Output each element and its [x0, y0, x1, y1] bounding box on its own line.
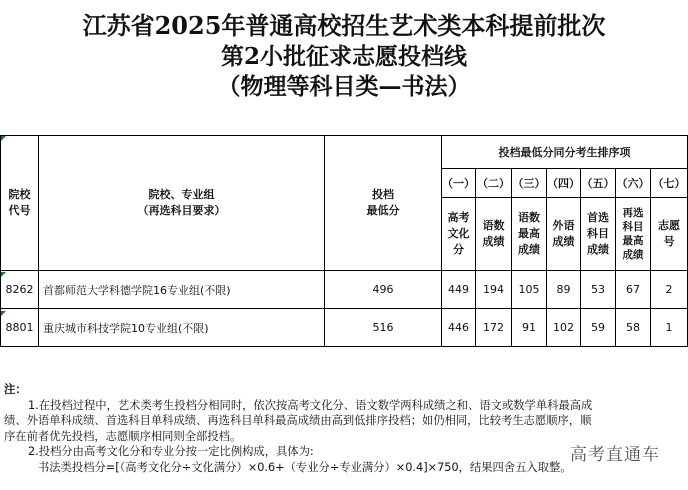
page-title-line2: 第2小批征求志愿投档线: [220, 43, 467, 70]
header-row-group: [1, 136, 688, 169]
cell-s6: 58: [616, 309, 651, 347]
cell-name: 重庆城市科技学院10专业组(不限): [39, 309, 325, 347]
spacer-cell: [1, 347, 688, 382]
cell-code: 8801: [1, 309, 39, 347]
sub-label: [442, 198, 476, 271]
col-header-code: [1, 136, 39, 271]
sub-label-text: 首选 科目 成绩: [587, 211, 609, 256]
sub-num: （二）: [476, 169, 512, 198]
sub-label-text: 外语 成绩: [552, 219, 575, 248]
cell-code: 8262: [1, 271, 39, 309]
table-row: [1, 271, 688, 309]
cell-s2: 172: [476, 309, 512, 347]
col-header-min: [325, 136, 442, 271]
sub-label-text: 语数 成绩: [482, 219, 505, 248]
sub-label-text: 语数 最高 成绩: [518, 211, 540, 256]
table-row: [1, 309, 688, 347]
sub-label: [581, 198, 616, 271]
cell-corner-marker: [1, 311, 6, 316]
sub-num: （六）: [616, 169, 651, 198]
title-block: [0, 10, 688, 102]
cell-s3: 91: [512, 309, 547, 347]
sub-label: [547, 198, 581, 271]
sub-num: （七）: [651, 169, 688, 198]
cell-min: 496: [325, 271, 442, 309]
cell-corner-marker: [1, 136, 6, 141]
cell-corner-marker: [1, 272, 6, 277]
note-2-line-1: 2.投档分由高考文化分和专业分按一定比例构成，具体为:: [28, 445, 314, 458]
cell-s1: 446: [442, 309, 476, 347]
cell-s5: 53: [581, 271, 616, 309]
admission-table: [0, 135, 688, 382]
page-title-line1: 江苏省2025年普通高校招生艺术类本科提前批次: [82, 11, 606, 40]
cell-s4: 102: [547, 309, 581, 347]
sub-label: [651, 198, 688, 271]
watermark-text: 高考直通车: [570, 445, 660, 465]
sub-label: [616, 198, 651, 271]
page-title-line3: （物理等科目类—书法）: [217, 73, 471, 100]
col-header-min-text: 投档 最低分: [366, 188, 400, 217]
cell-s4: 89: [547, 271, 581, 309]
col-header-name-text: 院校、专业组 （再选科目要求）: [137, 188, 226, 217]
sub-num: （一）: [442, 169, 476, 198]
cell-s7: 2: [651, 271, 688, 309]
col-header-name: [39, 136, 325, 271]
cell-s5: 59: [581, 309, 616, 347]
sub-num: （四）: [547, 169, 581, 198]
sub-label: [476, 198, 512, 271]
col-header-group: 投档最低分同分考生排序项: [442, 136, 688, 169]
sub-num: （三）: [512, 169, 547, 198]
sub-num: （五）: [581, 169, 616, 198]
cell-s3: 105: [512, 271, 547, 309]
cell-name: 首都师范大学科德学院16专业组(不限): [39, 271, 325, 309]
sub-label-text: 高考 文化 分: [447, 211, 470, 256]
sub-label-text: 再选 科目 最高 成绩: [622, 207, 644, 261]
note-2-line-2: 书法类投档分=[（高考文化分÷文化满分）×0.6+（专业分÷专业满分）×0.4]×750，结果四舍五入取整。: [38, 460, 572, 474]
cell-s7: 1: [651, 309, 688, 347]
sub-label: [512, 198, 547, 271]
cell-min: 516: [325, 309, 442, 347]
note-1-line-3: 序在前者优先投档，志愿顺序相同则全部投档。: [4, 429, 242, 443]
note-1-line-1: 1.在投档过程中，艺术类考生投档分相同时，依次按高考文化分、语文数学两科成绩之和、语文或数学单科最高成: [28, 398, 593, 412]
cell-s6: 67: [616, 271, 651, 309]
sub-label-text: 志愿 号: [658, 219, 680, 248]
notes-heading: 注：: [4, 383, 27, 396]
col-header-code-text: 院校 代号: [8, 188, 31, 217]
note-1-line-2: 绩、外语单科成绩、首选科目单科成绩、再选科目单科最高成绩由高到低排序投档；如仍相同，比较考生志愿顺序，顺: [4, 414, 592, 427]
cell-s2: 194: [476, 271, 512, 309]
table-footer-spacer: [1, 347, 688, 382]
cell-s1: 449: [442, 271, 476, 309]
